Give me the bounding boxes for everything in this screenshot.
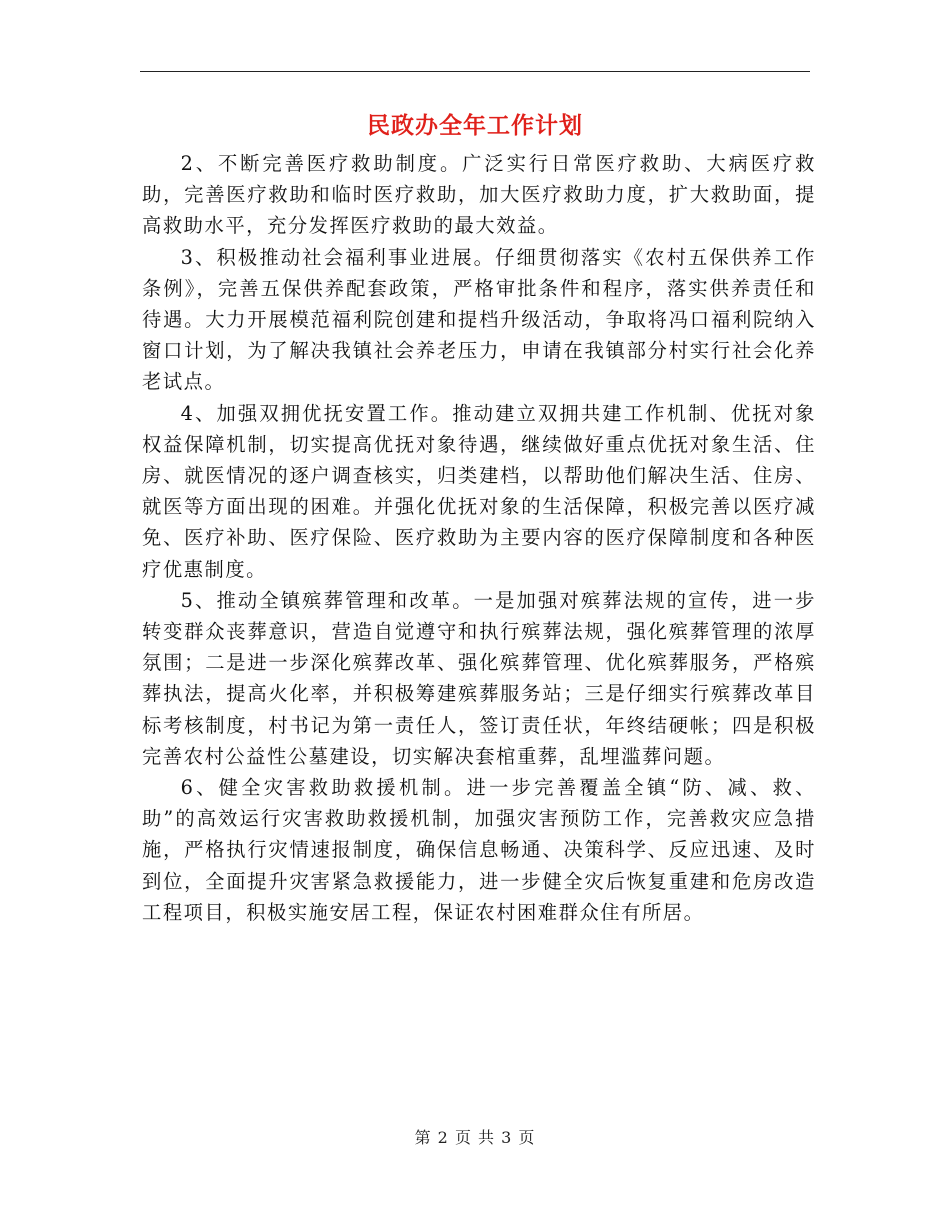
header-rule (140, 71, 810, 72)
page-number-footer: 第 2 页 共 3 页 (414, 1128, 536, 1147)
paragraph-disaster-relief: 6、健全灾害救助救援机制。进一步完善覆盖全镇“防、减、救、助”的高效运行灾害救助救援机制，加强灾害预防工作，完善救灾应急措施，严格执行灾情速报制度，确保信息畅通、决策科学、反应迅速、及时到位，全面提升灾害紧急救援能力，进一步健全灾后恢复重建和危房改造工程项目，积极实施安居工程，保证农村困难群众住有所居。 (142, 776, 816, 924)
document-body (142, 148, 816, 928)
paragraph-social-welfare: 3、积极推动社会福利事业进展。仔细贯彻落实《农村五保供养工作条例》，完善五保供养配套政策，严格审批条件和程序，落实供养责任和待遇。大力开展模范福利院创建和提档升级活动，争取将冯口福利院纳入窗口计划，为了解决我镇社会养老压力，申请在我镇部分村实行社会化养老试点。 (142, 245, 816, 394)
paragraph-funeral-reform: 5、推动全镇殡葬管理和改革。一是加强对殡葬法规的宣传，进一步转变群众丧葬意识，营造自觉遵守和执行殡葬法规，强化殡葬管理的浓厚氛围；二是进一步深化殡葬改革、强化殡葬管理、优化殡葬服务，严格殡葬执法，提高火化率，并积极筹建殡葬服务站；三是仔细实行殡葬改革目标考核制度，村书记为第一责任人，签订责任状，年终结硬帐；四是积极完善农村公益性公墓建设，切实解决套棺重葬，乱埋滥葬问题。 (142, 588, 816, 768)
paragraph-military-support: 4、加强双拥优抚安置工作。推动建立双拥共建工作机制、优抚对象权益保障机制，切实提高优抚对象待遇，继续做好重点优抚对象生活、住房、就医情况的逐户调查核实，归类建档，以帮助他们解决生活、住房、就医等方面出现的困难。并强化优抚对象的生活保障，积极完善以医疗减免、医疗补助、医疗保险、医疗救助为主要内容的医疗保障制度和各种医疗优惠制度。 (142, 401, 816, 581)
document-title: 民政办全年工作计划 (367, 112, 583, 139)
paragraph-medical-aid: 2、不断完善医疗救助制度。广泛实行日常医疗救助、大病医疗救助，完善医疗救助和临时医疗救助，加大医疗救助力度，扩大救助面，提高救助水平，充分发挥医疗救助的最大效益。 (142, 152, 816, 238)
